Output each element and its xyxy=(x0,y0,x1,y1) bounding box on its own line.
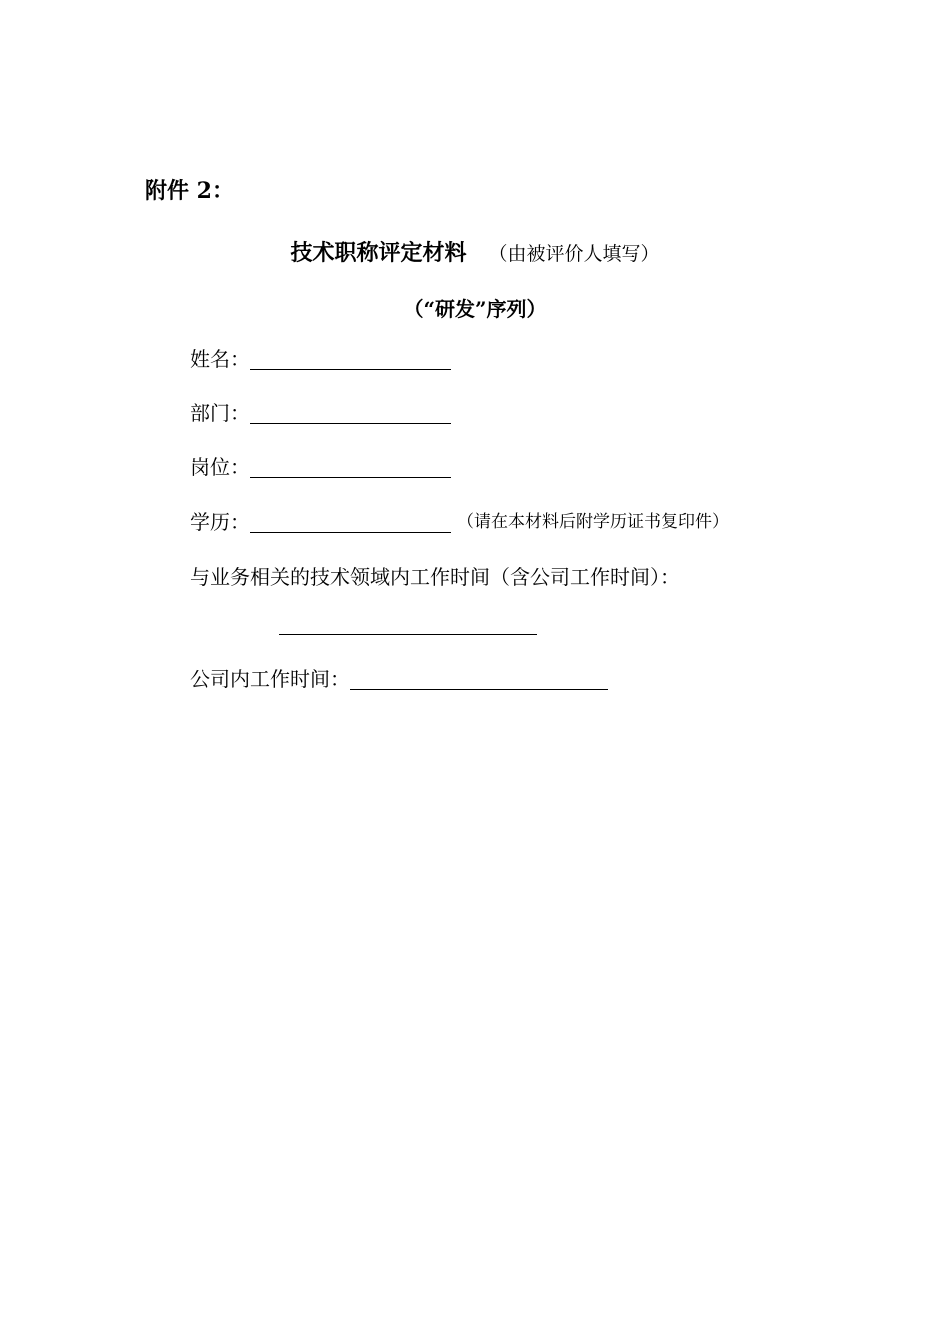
education-note: （请在本材料后附学历证书复印件） xyxy=(457,512,729,532)
position-label: 岗位： xyxy=(190,455,250,479)
position-blank[interactable] xyxy=(250,455,451,478)
company-work-time-field xyxy=(190,664,608,694)
name-blank[interactable] xyxy=(250,347,451,370)
related-work-time-label: 与业务相关的技术领域内工作时间（含公司工作时间）： xyxy=(190,565,680,589)
department-label: 部门： xyxy=(190,401,250,425)
name-field xyxy=(190,344,451,374)
name-label: 姓名： xyxy=(190,347,250,371)
title-main: 技术职称评定材料 xyxy=(290,240,467,266)
company-work-time-blank[interactable] xyxy=(350,667,608,690)
position-field xyxy=(190,452,451,482)
department-field xyxy=(190,398,451,428)
education-label: 学历： xyxy=(190,510,250,534)
document-title xyxy=(0,236,950,272)
title-note: （由被评价人填写） xyxy=(488,243,660,265)
department-blank[interactable] xyxy=(250,401,451,424)
company-work-time-label: 公司内工作时间： xyxy=(190,667,350,691)
attachment-label: 附件 2： xyxy=(145,178,234,204)
series-subtitle: （“研发”序列） xyxy=(403,297,547,321)
related-work-time-field xyxy=(190,562,680,592)
education-field xyxy=(190,507,729,537)
related-work-time-blank[interactable] xyxy=(279,612,537,635)
education-blank[interactable] xyxy=(250,510,451,533)
